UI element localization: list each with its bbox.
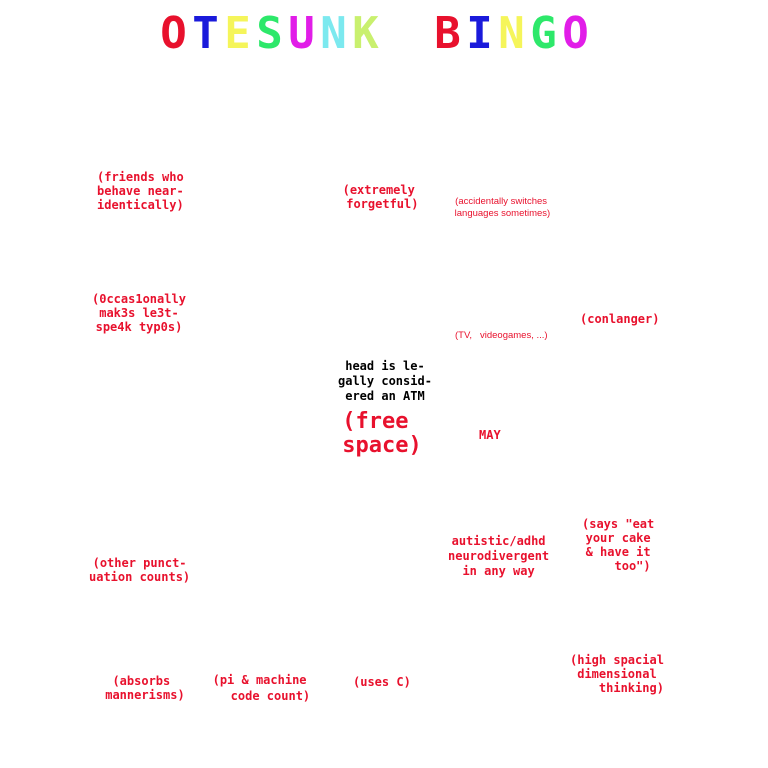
cell-spacial: (high spacial dimensional thinking) [570, 653, 664, 695]
cell-punctuation: (other punct- uation counts) [89, 556, 191, 584]
title-letter: E [224, 8, 252, 59]
cell-free-space: (free space) [342, 409, 422, 458]
title-letter: O [160, 8, 188, 59]
title-letter: S [256, 8, 284, 59]
cell-friends: (friends who behave near- identically) [97, 170, 184, 212]
cell-may: MAY [479, 428, 501, 442]
cell-conlanger: (conlanger) [580, 312, 660, 326]
title-letter: I [466, 8, 494, 59]
cell-cake: (says "eat your cake & have it too") [582, 517, 655, 573]
cell-forgetful: (extremely forgetful) [342, 183, 419, 211]
cell-atm: head is le- gally consid- ered an ATM [338, 359, 432, 403]
cell-languages: (accidentally switches languages sometimes) [454, 196, 551, 219]
title-letter: B [434, 8, 462, 59]
cell-leetspeak: (0ccas1onally mak3s le3t- spe4k typ0s) [92, 292, 186, 334]
cell-tv: (TV, videogames, ...) [455, 330, 548, 341]
title-letter: T [192, 8, 220, 59]
title-letter: G [530, 8, 558, 59]
bingo-title [158, 8, 592, 60]
cell-autistic: autistic/adhd neurodivergent in any way [448, 534, 550, 578]
cell-pi: (pi & machine code count) [212, 673, 311, 703]
title-letter: U [288, 8, 316, 59]
title-letter: N [498, 8, 526, 59]
cell-uses-c: (uses C) [353, 675, 411, 689]
title-letter: O [562, 8, 590, 59]
cell-absorbs: (absorbs mannerisms) [105, 674, 185, 702]
title-letter: N [320, 8, 348, 59]
title-letter: K [352, 8, 380, 59]
